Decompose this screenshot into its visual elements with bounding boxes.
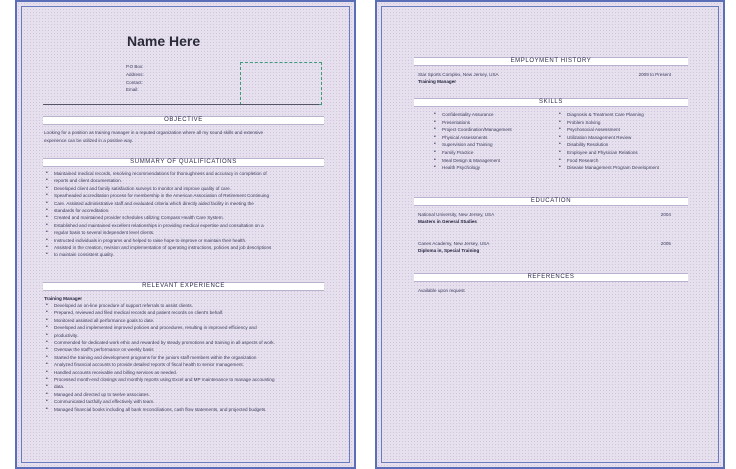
list-item: • Communicated tactfully and effectively with team. [44,398,334,405]
list-item: • Started the training and development programs for the juniors staff members within the organization [44,354,334,361]
education-school: Canes Academy, New Jersey, USA [418,241,490,246]
list-item: • Health Psychology [432,164,552,172]
resume-page-2 [375,0,725,469]
list-item: • Family Practice [432,149,552,157]
list-item: • Confidentiality Assurance [432,111,552,119]
objective-text [44,129,329,144]
list-item: • Analyzed financial accounts to provide detailed reports of fiscal health to senior management. [44,361,334,368]
list-item: • Instructed individuals in programs and helped to raise hope to improve or maintain their health. [44,237,334,244]
list-item: • Disability Resolution [557,141,697,149]
list-item: • Meal Design & Management [432,157,552,165]
list-item: • Commended for dedicated work ethic and rewarded by steady promotions and training in all aspects of work. [44,339,334,346]
employment-heading: EMPLOYMENT HISTORY [414,57,688,66]
list-item: • Oversaw the staff's performance on weekly basis [44,346,334,353]
list-item: • Created and maintained provider schedules utilizing Compass Health Care System. [44,214,334,221]
header-divider [43,104,319,105]
qualifications-list [44,170,334,259]
experience-list [44,302,334,413]
list-item: • to maintain consistent quality. [44,251,334,258]
list-item: • data. [44,383,334,390]
list-item: • standards for accreditation. [44,207,334,214]
list-item: • Prepared, reviewed and filed medical records and patient records on client's behalf. [44,309,334,316]
list-item: • productivity. [44,332,334,339]
education-heading: EDUCATION [414,197,688,206]
skills-list-left [432,111,552,172]
list-item: • Employee and Physician Relations [557,149,697,157]
employment-position: Training Manager [418,79,457,84]
list-item: • reports and client documentation. [44,177,334,184]
resume-page-1 [15,0,356,469]
education-year: 2004 [660,212,671,217]
contact-block [126,63,144,94]
list-item: • Supervision and Training [432,141,552,149]
contact-label: Contact: [126,79,143,85]
photo-placeholder [240,62,322,105]
employment-dates: 2009 to Present [638,72,671,77]
candidate-name: Name Here [127,33,201,49]
list-item: • Developed client and family satisfaction surveys to monitor and improve quality of care. [44,185,334,192]
employment-company: Star Sports Complex, New Jersey, USA [418,72,499,77]
objective-heading: OBJECTIVE [43,116,324,125]
list-item: • Disease Management Program Development [557,164,697,172]
education-year: 2005 [660,241,671,246]
references-heading: REFERENCES [414,273,688,282]
skills-list-right [557,111,697,172]
education-school: National University, New Jersey, USA [418,212,495,217]
qualifications-heading: SUMMARY OF QUALIFICATIONS [43,158,324,167]
references-text: Available upon request [418,288,465,293]
list-item: • Presentations [432,119,552,127]
page-gap [358,0,371,469]
list-item: • Diagnosis & Treatment Care Planning [557,111,697,119]
list-item: • Handled accounts receivable and billing services as needed. [44,369,334,376]
list-item: • regular basis to several independent level clients. [44,229,334,236]
education-degree: Masters in General Studies [418,219,477,224]
list-item: • Assisted in the creation, revision and implementation of operating instructions, policies and job descriptions [44,244,334,251]
list-item: • Established and maintained excellent relationships in providing medical expertise and consultation on a [44,222,334,229]
list-item: • Monitored assisted all performance goals to date. [44,317,334,324]
address-label: Address: [126,71,144,77]
education-degree: Diploma in, Special Training [418,248,480,253]
email-label: Email: [126,87,139,93]
list-item: • Care. Assisted administrative staff and evaluated criteria which directly aided facility in meeting the [44,200,334,207]
list-item: • Managed financial books including all bank reconciliations, cash flow statements, and projected budgets. [44,406,334,413]
list-item: • Processed month-end closings and monthly reports using Excel and MP maintenance to manage accounting [44,376,334,383]
experience-heading: RELEVANT EXPERIENCE [43,282,324,291]
list-item: • Project Coordination/Management [432,126,552,134]
skills-heading: SKILLS [414,98,688,107]
list-item: • Maintained medical records, resolving recommendations for thoroughness and accuracy in completion of [44,170,334,177]
list-item: • Developed and implemented improved policies and procedures, resulting in improved efficiency and [44,324,334,331]
list-item: • Utilization Management Review [557,134,697,142]
list-item: • Developed an on-line procedure of support referrals to assist clients. [44,302,334,309]
list-item: • Spearheaded accreditation process for membership in the American Association of Retirement Continuing [44,192,334,199]
list-item: • Physical Assessments [432,134,552,142]
list-item: • Food Research [557,157,697,165]
objective-line: Looking for a position as training manager in a reputed organization where all my sound skills and extensive [44,130,264,135]
list-item: • Managed and directed up to twelve associates. [44,391,334,398]
job-title: Training Manager [44,296,83,301]
list-item: • Problem Solving [557,119,697,127]
objective-line: experience can be utilized in a positive way. [44,137,134,143]
po-box-label: P.O Box: [126,64,144,69]
list-item: • Psychosocial Assessment [557,126,697,134]
